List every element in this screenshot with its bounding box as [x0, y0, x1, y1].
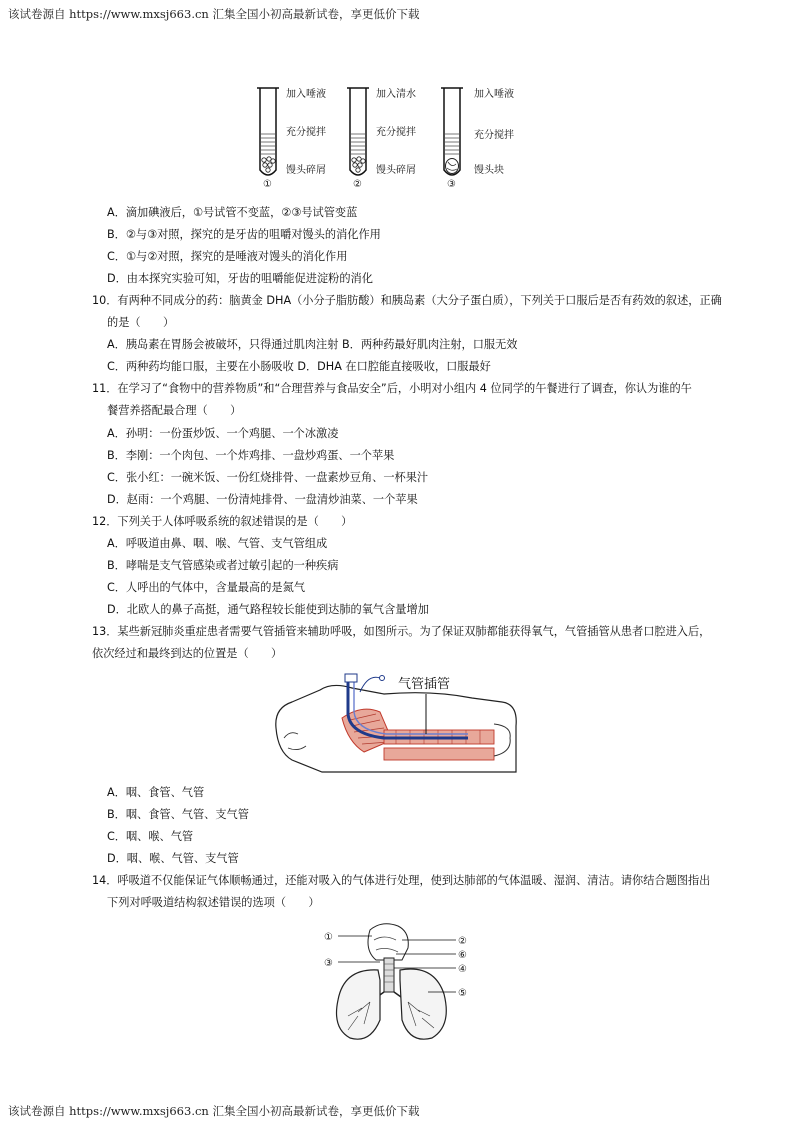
q12-stem: 12．下列关于人体呼吸系统的叙述错误的是（ ）: [92, 515, 353, 528]
esophagus: [384, 748, 494, 760]
left-lung: [337, 970, 381, 1039]
test-tubes-figure: [252, 80, 542, 192]
tube1-number: ①: [263, 179, 272, 190]
q13-option-b: B．咽、食管、气管、支气管: [107, 808, 249, 821]
q12-option-c: C．人呼出的气体中，含量最高的是氮气: [107, 581, 306, 594]
q13-option-a: A．咽、食管、气管: [107, 786, 205, 799]
right-lung: [400, 969, 446, 1039]
q10-options-ab: A．胰岛素在胃肠会被破坏，只得通过肌肉注射 B．两种药最好肌肉注射，口服无效: [107, 338, 518, 351]
q13-stem-line1: 13．某些新冠肺炎重症患者需要气管插管来辅助呼吸，如图所示。为了保证双肺都能获得氧气，气管插管从患者口腔进入后，: [92, 625, 711, 638]
tube1-bottom-label: 馒头碎屑: [286, 165, 326, 176]
label-1: ①: [324, 932, 333, 943]
tube1-mid-label: 充分搅拌: [286, 127, 326, 138]
q14-stem-line2: 下列对呼吸道结构叙述错误的选项（ ）: [107, 896, 320, 909]
q11-option-c: C．张小红：一碗米饭、一份红烧排骨、一盘素炒豆角、一杯果汁: [107, 471, 429, 484]
test-tube-2: [347, 88, 369, 175]
page-footer-source: 该试卷源自 https://www.mxsj663.cn 汇集全国小初高最新试卷，享更低价下载: [8, 1104, 420, 1118]
tube3-top-label: 加入唾液: [474, 89, 514, 100]
intubation-figure: [272, 668, 522, 778]
q9-option-c: C．①与②对照，探究的是唾液对馒头的消化作用: [107, 250, 348, 263]
q12-option-a: A．呼吸道由鼻、咽、喉、气管、支气管组成: [107, 537, 328, 550]
q11-stem-line1: 11．在学习了“食物中的营养物质”和“合理营养与食品安全”后，小明对小组内 4 位同学的午餐进行了调查，你认为谁的午: [92, 382, 692, 395]
q13-stem-line2: 依次经过和最终到达的位置是（ ）: [92, 647, 283, 660]
q14-stem-line1: 14．呼吸道不仅能保证气体顺畅通过，还能对吸入的气体进行处理，使到达肺部的气体温暖、湿润、清洁。请你结合题图指出: [92, 874, 711, 887]
label-4: ④: [458, 964, 467, 975]
q13-option-c: C．咽、喉、气管: [107, 830, 194, 843]
tracheal-tube-label: 气管插管: [398, 677, 451, 692]
q11-option-a: A．孙明：一份蛋炒饭、一个鸡腿、一个冰激凌: [107, 427, 339, 440]
q10-stem-line1: 10．有两种不同成分的药：脑黄金 DHA（小分子脂肪酸）和胰岛素（大分子蛋白质），下列关于口服后是否有药效的叙述，正确: [92, 294, 722, 307]
page-header-source: 该试卷源自 https://www.mxsj663.cn 汇集全国小初高最新试卷，享更低价下载: [8, 7, 420, 21]
tube3-bottom-label: 馒头块: [474, 165, 504, 176]
q13-option-d: D．咽、喉、气管、支气管: [107, 852, 239, 865]
tube3-mid-label: 充分搅拌: [474, 130, 514, 141]
q11-stem-line2: 餐营养搭配最合理（ ）: [107, 404, 242, 417]
q9-option-d: D．由本探究实验可知，牙齿的咀嚼能促进淀粉的消化: [107, 272, 373, 285]
q12-option-b: B．哮喘是支气管感染或者过敏引起的一种疾病: [107, 559, 339, 572]
tube2-mid-label: 充分搅拌: [376, 127, 416, 138]
q10-options-cd: C．两种药均能口服，主要在小肠吸收 D．DHA 在口腔能直接吸收，口服最好: [107, 360, 491, 373]
trachea-shape: [384, 958, 394, 992]
label-5: ⑤: [458, 988, 467, 999]
label-6: ⑥: [458, 950, 467, 961]
label-3: ③: [324, 958, 333, 969]
respiratory-system-figure: [318, 920, 478, 1046]
q11-option-d: D．赵雨：一个鸡腿、一份清炖排骨、一盘清炒油菜、一个苹果: [107, 493, 418, 506]
tube2-bottom-label: 馒头碎屑: [376, 165, 416, 176]
tube2-number: ②: [353, 179, 362, 190]
tube3-number: ③: [447, 179, 456, 190]
q11-option-b: B．李刚：一个肉包、一个炸鸡排、一盘炒鸡蛋、一个苹果: [107, 449, 395, 462]
q9-option-b: B．②与③对照，探究的是牙齿的咀嚼对馒头的消化作用: [107, 228, 381, 241]
test-tube-3: [441, 88, 463, 175]
tube1-top-label: 加入唾液: [286, 89, 326, 100]
q10-stem-line2: 的是（ ）: [107, 316, 175, 329]
test-tube-1: [257, 88, 279, 175]
label-2: ②: [458, 936, 467, 947]
tube2-top-label: 加入清水: [376, 89, 416, 100]
q9-option-a: A．滴加碘液后，①号试管不变蓝，②③号试管变蓝: [107, 206, 358, 219]
q12-option-d: D．北欧人的鼻子高挺，通气路程较长能使到达肺的氧气含量增加: [107, 603, 429, 616]
